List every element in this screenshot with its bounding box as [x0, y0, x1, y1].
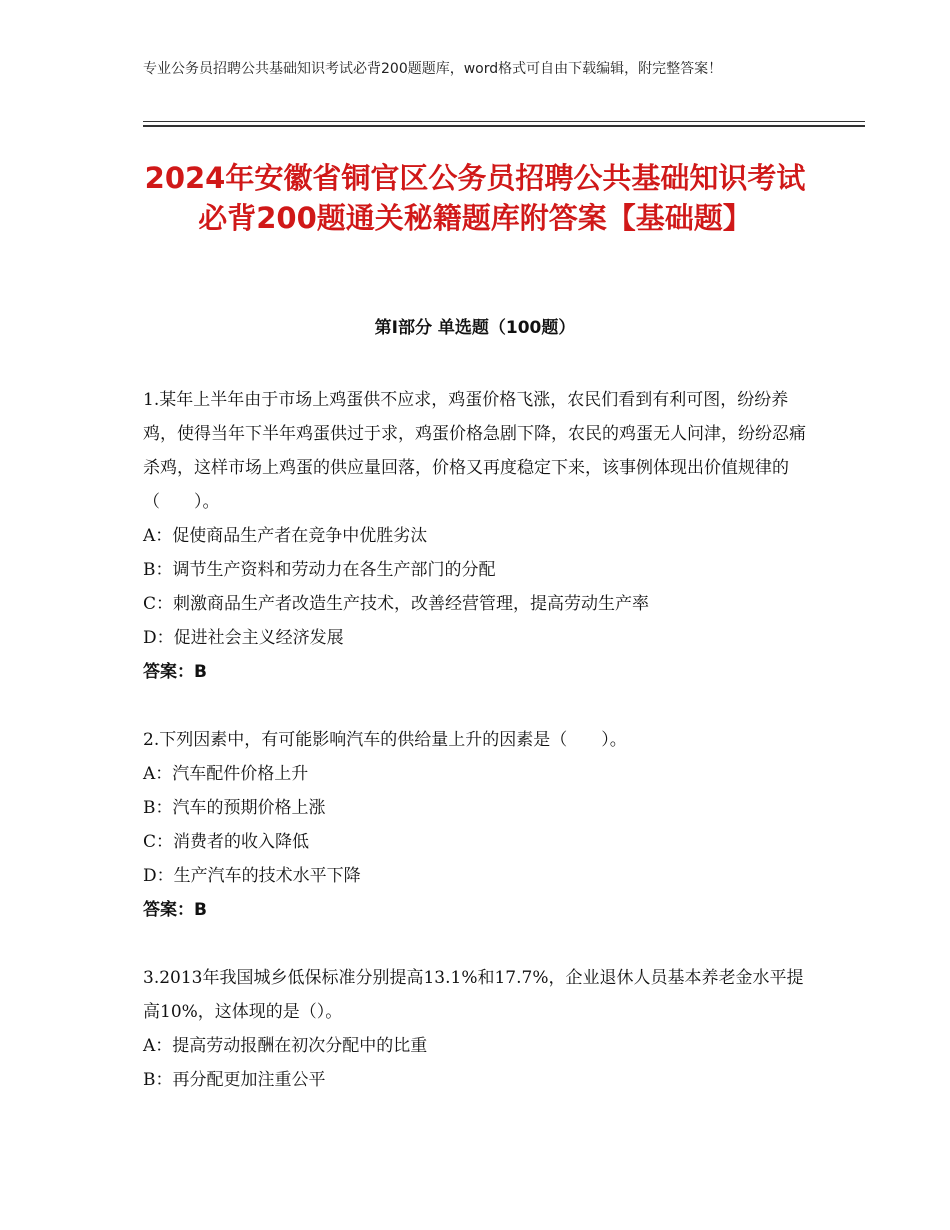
option-b: B：汽车的预期价格上涨: [143, 798, 326, 818]
option-c: C：消费者的收入降低: [143, 832, 310, 852]
option-a: A：汽车配件价格上升: [143, 764, 309, 784]
option-d: D：生产汽车的技术水平下降: [143, 866, 361, 886]
option-d: D：促进社会主义经济发展: [143, 628, 344, 648]
document-title: 2024年安徽省铜官区公务员招聘公共基础知识考试必背200题通关秘籍题库附答案【基础题】: [144, 161, 806, 235]
option-a: A：提高劳动报酬在初次分配中的比重: [143, 1036, 428, 1056]
option-a: A：促使商品生产者在竞争中优胜劣汰: [143, 526, 428, 546]
header-note: 专业公务员招聘公共基础知识考试必背200题题库，word格式可自由下载编辑，附完整答案！: [143, 61, 723, 77]
question-list: [143, 383, 815, 1131]
question-stem: 1.某年上半年由于市场上鸡蛋供不应求，鸡蛋价格飞涨，农民们看到有利可图，纷纷养鸡，使得当年下半年鸡蛋供过于求，鸡蛋价格急剧下降，农民的鸡蛋无人问津，纷纷忍痛杀鸡，这样市场上鸡蛋的供应量回落，价格又再度稳定下来，该事例体现出价值规律的（ ）。: [143, 390, 806, 512]
answer-line: 答案：B: [143, 900, 207, 920]
question-item: [143, 961, 815, 1097]
option-b: B：再分配更加注重公平: [143, 1070, 326, 1090]
section-title: 第Ⅰ部分 单选题（100题）: [374, 318, 576, 338]
question-stem: 2.下列因素中，有可能影响汽车的供给量上升的因素是（ ）。: [143, 730, 627, 750]
question-item: [143, 383, 815, 689]
question-item: [143, 723, 815, 927]
option-c: C：刺激商品生产者改造生产技术，改善经营管理，提高劳动生产率: [143, 594, 650, 614]
question-stem: 3.2013年我国城乡低保标准分别提高13.1%和17.7%，企业退休人员基本养老金水平提高10%，这体现的是（）。: [143, 968, 804, 1022]
header-divider-thin: [143, 121, 865, 122]
option-b: B：调节生产资料和劳动力在各生产部门的分配: [143, 560, 496, 580]
header-divider-thick: [143, 125, 865, 127]
answer-line: 答案：B: [143, 662, 207, 682]
